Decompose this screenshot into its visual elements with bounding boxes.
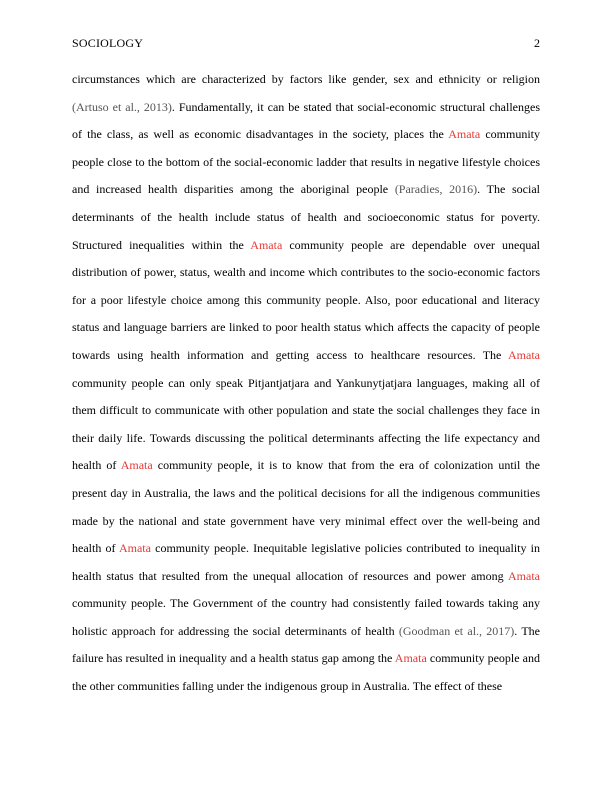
text-run: . The failure has resulted in inequality and a health status gap among the	[72, 623, 540, 666]
community-name-highlight: Amata	[250, 237, 283, 252]
text-run: community people and the other communities falling under the indigenous group in Australia. The effect of these	[72, 651, 540, 694]
text-run: community people, it is to know that from the era of colonization until the present day in Australia, the laws and the political decisions for all the indigenous communities made by the national and state government have very minimal effect over the well-being and health of	[72, 458, 541, 556]
text-run: . The social determinants of the health include status of health and socioeconomic status for poverty. Structured inequalities within the	[72, 182, 540, 252]
running-head: SOCIOLOGY	[72, 36, 144, 50]
text-run: community people are dependable over unequal distribution of power, status, wealth and income which contributes to the socio-economic factors for a poor lifestyle choice among this community people. Also, poor educational and literacy status and language barriers are linked to poor health status which affects the capacity of people towards using health information and getting access to healthcare resources. The	[72, 237, 540, 362]
community-name-highlight: Amata	[508, 347, 540, 362]
page-number: 2	[534, 36, 540, 50]
community-name-highlight: Amata	[118, 541, 151, 556]
text-run: . Fundamentally, it can be stated that social-economic structural challenges of the class, as well as economic disadvantages in the society, places the	[72, 99, 540, 142]
citation: (Paradies, 2016)	[394, 182, 478, 197]
citation: (Artuso et al., 2013)	[72, 99, 172, 114]
community-name-highlight: Amata	[120, 458, 153, 473]
text-run: community people. The Government of the country had consistently failed towards taking any holistic approach for addressing the social determinants of health	[72, 596, 540, 638]
text-run: community people close to the bottom of the social-economic ladder that results in negative lifestyle choices and increased health disparities among the aboriginal people	[72, 127, 540, 197]
text-run: community people. Inequitable legislative policies contributed to inequality in health status that resulted from the unequal allocation of resources and power among	[72, 541, 541, 583]
community-name-highlight: Amata	[394, 651, 427, 666]
body-paragraph	[72, 66, 540, 701]
text-run: circumstances which are characterized by factors like gender, sex and ethnicity or religion	[72, 72, 540, 86]
community-name-highlight: Amata	[448, 127, 481, 142]
citation: (Goodman et al., 2017)	[398, 623, 515, 638]
text-run: community people can only speak Pitjantjatjara and Yankunytjatjara languages, making all of them difficult to communicate with other population and state the social challenges they face in their daily life. Towards discussing the political determinants affecting the life expectancy and health of	[72, 375, 540, 473]
community-name-highlight: Amata	[508, 568, 540, 583]
